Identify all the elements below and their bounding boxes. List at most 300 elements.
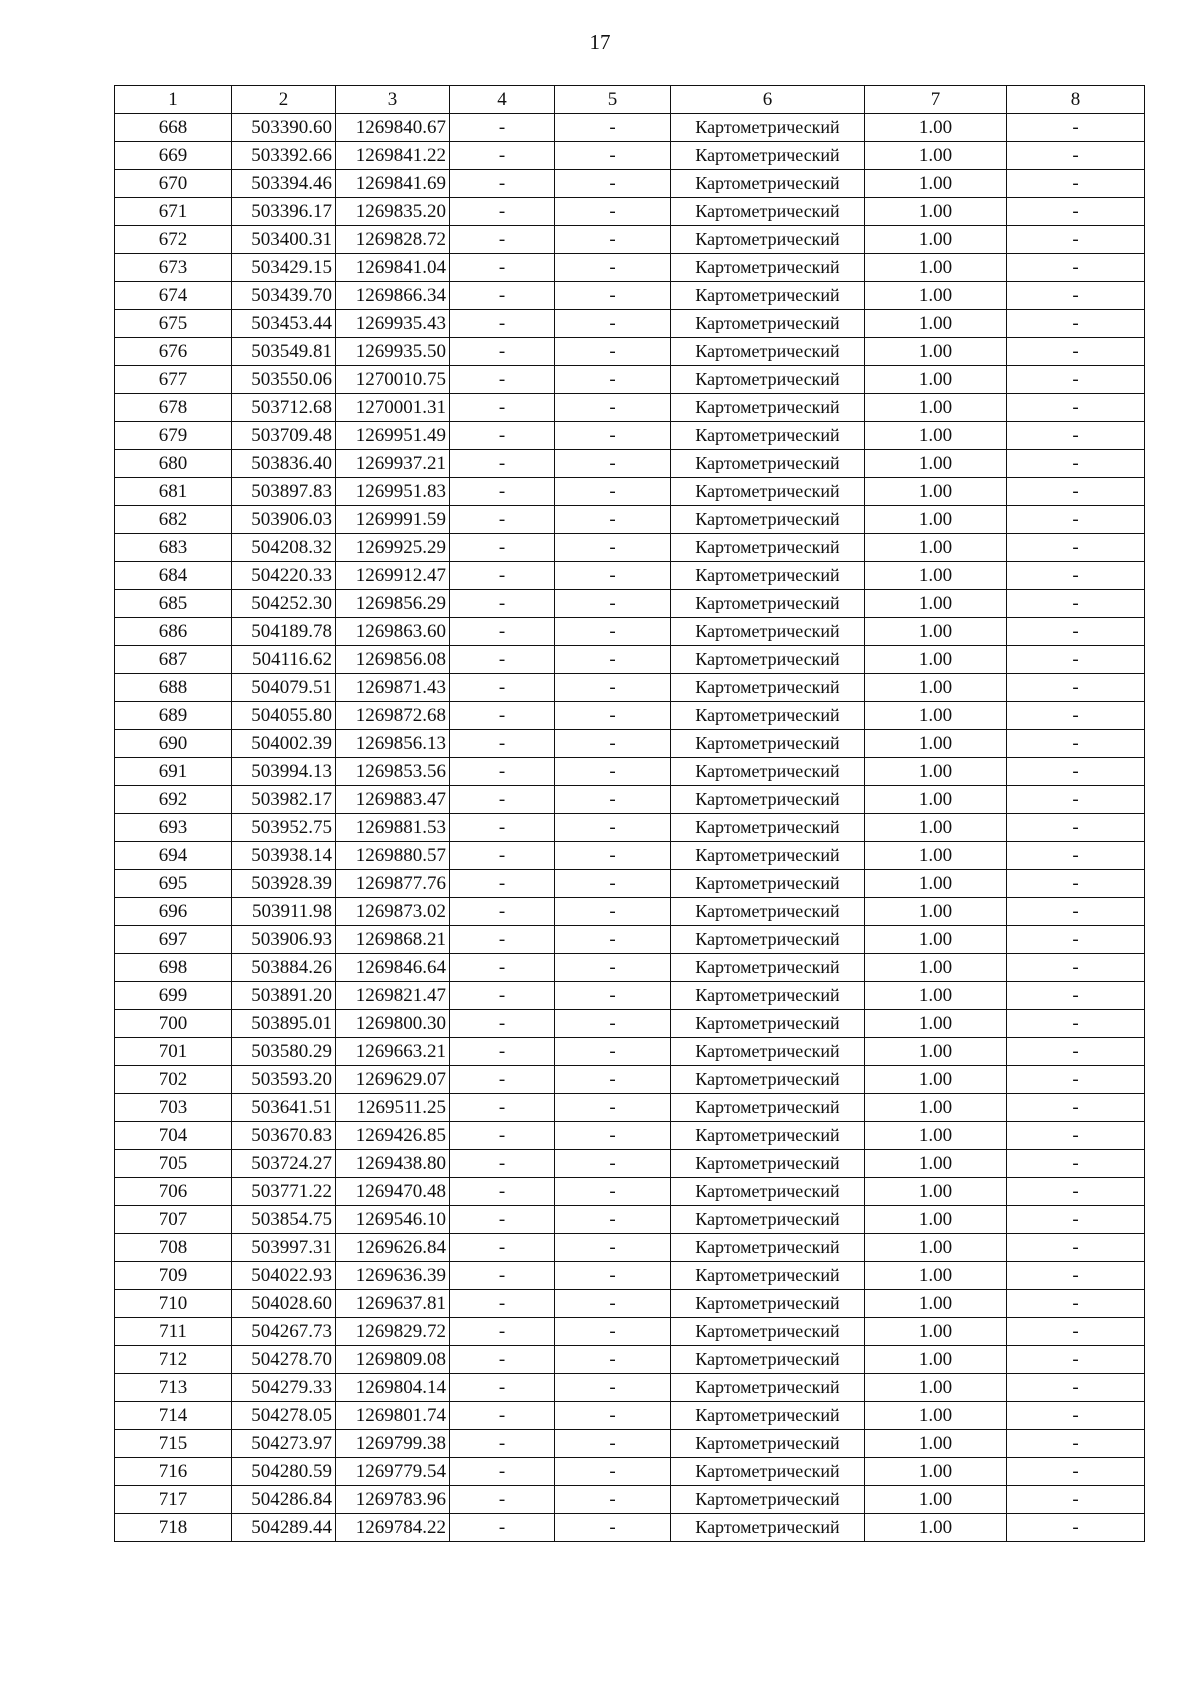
column-4-cell: - (450, 646, 555, 674)
accuracy-cell: 1.00 (865, 954, 1007, 982)
column-5-cell: - (555, 114, 671, 142)
table-header-row (115, 86, 1145, 114)
method-cell: Картометрический (671, 422, 865, 450)
method-cell: Картометрический (671, 1150, 865, 1178)
point-number-cell: 718 (115, 1514, 232, 1542)
point-number-cell: 693 (115, 814, 232, 842)
column-header: 2 (232, 86, 336, 114)
column-4-cell: - (450, 1430, 555, 1458)
accuracy-cell: 1.00 (865, 1122, 1007, 1150)
column-5-cell: - (555, 366, 671, 394)
column-8-cell: - (1007, 114, 1145, 142)
y-coordinate-cell: 1269470.48 (336, 1178, 450, 1206)
point-number-cell: 708 (115, 1234, 232, 1262)
column-8-cell: - (1007, 506, 1145, 534)
method-cell: Картометрический (671, 1234, 865, 1262)
accuracy-cell: 1.00 (865, 758, 1007, 786)
accuracy-cell: 1.00 (865, 1430, 1007, 1458)
point-number-cell: 675 (115, 310, 232, 338)
method-cell: Картометрический (671, 338, 865, 366)
column-4-cell: - (450, 534, 555, 562)
accuracy-cell: 1.00 (865, 1206, 1007, 1234)
y-coordinate-cell: 1269935.43 (336, 310, 450, 338)
y-coordinate-cell: 1269841.69 (336, 170, 450, 198)
table-row (115, 1402, 1145, 1430)
method-cell: Картометрический (671, 1122, 865, 1150)
column-8-cell: - (1007, 870, 1145, 898)
method-cell: Картометрический (671, 506, 865, 534)
accuracy-cell: 1.00 (865, 618, 1007, 646)
column-4-cell: - (450, 114, 555, 142)
coordinates-table (114, 85, 1145, 1542)
column-5-cell: - (555, 226, 671, 254)
column-8-cell: - (1007, 1374, 1145, 1402)
column-4-cell: - (450, 422, 555, 450)
accuracy-cell: 1.00 (865, 1290, 1007, 1318)
x-coordinate-cell: 503439.70 (232, 282, 336, 310)
table-body (115, 114, 1145, 1542)
table-row (115, 310, 1145, 338)
accuracy-cell: 1.00 (865, 1262, 1007, 1290)
point-number-cell: 690 (115, 730, 232, 758)
accuracy-cell: 1.00 (865, 254, 1007, 282)
x-coordinate-cell: 504116.62 (232, 646, 336, 674)
point-number-cell: 711 (115, 1318, 232, 1346)
column-8-cell: - (1007, 1094, 1145, 1122)
column-header: 5 (555, 86, 671, 114)
method-cell: Картометрический (671, 814, 865, 842)
point-number-cell: 695 (115, 870, 232, 898)
point-number-cell: 704 (115, 1122, 232, 1150)
column-8-cell: - (1007, 1178, 1145, 1206)
column-4-cell: - (450, 1150, 555, 1178)
accuracy-cell: 1.00 (865, 366, 1007, 394)
column-8-cell: - (1007, 170, 1145, 198)
column-8-cell: - (1007, 450, 1145, 478)
point-number-cell: 709 (115, 1262, 232, 1290)
column-4-cell: - (450, 226, 555, 254)
x-coordinate-cell: 503641.51 (232, 1094, 336, 1122)
accuracy-cell: 1.00 (865, 282, 1007, 310)
column-5-cell: - (555, 1290, 671, 1318)
column-8-cell: - (1007, 926, 1145, 954)
x-coordinate-cell: 503897.83 (232, 478, 336, 506)
column-4-cell: - (450, 282, 555, 310)
column-4-cell: - (450, 310, 555, 338)
accuracy-cell: 1.00 (865, 394, 1007, 422)
accuracy-cell: 1.00 (865, 646, 1007, 674)
x-coordinate-cell: 503392.66 (232, 142, 336, 170)
column-4-cell: - (450, 730, 555, 758)
column-5-cell: - (555, 730, 671, 758)
point-number-cell: 702 (115, 1066, 232, 1094)
table-row (115, 1234, 1145, 1262)
column-8-cell: - (1007, 618, 1145, 646)
column-5-cell: - (555, 422, 671, 450)
method-cell: Картометрический (671, 982, 865, 1010)
table-row (115, 702, 1145, 730)
table-row (115, 1318, 1145, 1346)
x-coordinate-cell: 503453.44 (232, 310, 336, 338)
point-number-cell: 712 (115, 1346, 232, 1374)
accuracy-cell: 1.00 (865, 450, 1007, 478)
y-coordinate-cell: 1269846.64 (336, 954, 450, 982)
column-8-cell: - (1007, 1234, 1145, 1262)
y-coordinate-cell: 1269629.07 (336, 1066, 450, 1094)
column-5-cell: - (555, 814, 671, 842)
column-8-cell: - (1007, 1066, 1145, 1094)
column-8-cell: - (1007, 310, 1145, 338)
x-coordinate-cell: 503884.26 (232, 954, 336, 982)
method-cell: Картометрический (671, 450, 865, 478)
table-row (115, 1486, 1145, 1514)
column-4-cell: - (450, 366, 555, 394)
column-5-cell: - (555, 590, 671, 618)
table-row (115, 1178, 1145, 1206)
table-row (115, 870, 1145, 898)
y-coordinate-cell: 1269883.47 (336, 786, 450, 814)
x-coordinate-cell: 503394.46 (232, 170, 336, 198)
x-coordinate-cell: 504079.51 (232, 674, 336, 702)
accuracy-cell: 1.00 (865, 1010, 1007, 1038)
column-8-cell: - (1007, 674, 1145, 702)
column-8-cell: - (1007, 142, 1145, 170)
column-5-cell: - (555, 1038, 671, 1066)
column-8-cell: - (1007, 590, 1145, 618)
x-coordinate-cell: 503895.01 (232, 1010, 336, 1038)
x-coordinate-cell: 503938.14 (232, 842, 336, 870)
column-5-cell: - (555, 758, 671, 786)
point-number-cell: 696 (115, 898, 232, 926)
point-number-cell: 707 (115, 1206, 232, 1234)
accuracy-cell: 1.00 (865, 1374, 1007, 1402)
y-coordinate-cell: 1269835.20 (336, 198, 450, 226)
column-5-cell: - (555, 254, 671, 282)
y-coordinate-cell: 1269426.85 (336, 1122, 450, 1150)
point-number-cell: 680 (115, 450, 232, 478)
x-coordinate-cell: 503580.29 (232, 1038, 336, 1066)
y-coordinate-cell: 1269784.22 (336, 1514, 450, 1542)
accuracy-cell: 1.00 (865, 674, 1007, 702)
column-8-cell: - (1007, 1122, 1145, 1150)
column-4-cell: - (450, 562, 555, 590)
method-cell: Картометрический (671, 590, 865, 618)
column-4-cell: - (450, 1262, 555, 1290)
accuracy-cell: 1.00 (865, 1178, 1007, 1206)
column-4-cell: - (450, 954, 555, 982)
column-5-cell: - (555, 282, 671, 310)
table-row (115, 226, 1145, 254)
table-row (115, 1206, 1145, 1234)
table-row (115, 562, 1145, 590)
column-5-cell: - (555, 534, 671, 562)
column-8-cell: - (1007, 758, 1145, 786)
column-5-cell: - (555, 1430, 671, 1458)
method-cell: Картометрический (671, 898, 865, 926)
table-row (115, 926, 1145, 954)
column-5-cell: - (555, 1150, 671, 1178)
method-cell: Картометрический (671, 674, 865, 702)
accuracy-cell: 1.00 (865, 1458, 1007, 1486)
y-coordinate-cell: 1269856.08 (336, 646, 450, 674)
column-header: 3 (336, 86, 450, 114)
y-coordinate-cell: 1270010.75 (336, 366, 450, 394)
column-8-cell: - (1007, 842, 1145, 870)
x-coordinate-cell: 504022.93 (232, 1262, 336, 1290)
method-cell: Картометрический (671, 282, 865, 310)
x-coordinate-cell: 504189.78 (232, 618, 336, 646)
column-5-cell: - (555, 674, 671, 702)
table-row (115, 1514, 1145, 1542)
table-row (115, 394, 1145, 422)
column-5-cell: - (555, 1318, 671, 1346)
point-number-cell: 669 (115, 142, 232, 170)
method-cell: Картометрический (671, 366, 865, 394)
column-8-cell: - (1007, 562, 1145, 590)
x-coordinate-cell: 503709.48 (232, 422, 336, 450)
column-5-cell: - (555, 1206, 671, 1234)
accuracy-cell: 1.00 (865, 338, 1007, 366)
y-coordinate-cell: 1269935.50 (336, 338, 450, 366)
table-row (115, 1066, 1145, 1094)
method-cell: Картометрический (671, 226, 865, 254)
column-header: 7 (865, 86, 1007, 114)
column-8-cell: - (1007, 702, 1145, 730)
column-4-cell: - (450, 1290, 555, 1318)
accuracy-cell: 1.00 (865, 898, 1007, 926)
method-cell: Картометрический (671, 926, 865, 954)
column-4-cell: - (450, 1122, 555, 1150)
y-coordinate-cell: 1269881.53 (336, 814, 450, 842)
y-coordinate-cell: 1269828.72 (336, 226, 450, 254)
column-5-cell: - (555, 1122, 671, 1150)
column-4-cell: - (450, 1402, 555, 1430)
point-number-cell: 677 (115, 366, 232, 394)
table-row (115, 198, 1145, 226)
y-coordinate-cell: 1269546.10 (336, 1206, 450, 1234)
column-5-cell: - (555, 1066, 671, 1094)
table-row (115, 534, 1145, 562)
accuracy-cell: 1.00 (865, 114, 1007, 142)
x-coordinate-cell: 503982.17 (232, 786, 336, 814)
table-row (115, 1150, 1145, 1178)
point-number-cell: 672 (115, 226, 232, 254)
point-number-cell: 700 (115, 1010, 232, 1038)
method-cell: Картометрический (671, 1458, 865, 1486)
point-number-cell: 694 (115, 842, 232, 870)
x-coordinate-cell: 504267.73 (232, 1318, 336, 1346)
y-coordinate-cell: 1269637.81 (336, 1290, 450, 1318)
table-row (115, 254, 1145, 282)
column-5-cell: - (555, 1402, 671, 1430)
table-row (115, 1346, 1145, 1374)
accuracy-cell: 1.00 (865, 1150, 1007, 1178)
point-number-cell: 692 (115, 786, 232, 814)
accuracy-cell: 1.00 (865, 814, 1007, 842)
accuracy-cell: 1.00 (865, 310, 1007, 338)
column-5-cell: - (555, 478, 671, 506)
column-5-cell: - (555, 1458, 671, 1486)
column-5-cell: - (555, 926, 671, 954)
method-cell: Картометрический (671, 1262, 865, 1290)
table-row (115, 618, 1145, 646)
accuracy-cell: 1.00 (865, 982, 1007, 1010)
point-number-cell: 674 (115, 282, 232, 310)
x-coordinate-cell: 503549.81 (232, 338, 336, 366)
method-cell: Картометрический (671, 954, 865, 982)
column-header: 8 (1007, 86, 1145, 114)
table-row (115, 758, 1145, 786)
method-cell: Картометрический (671, 1206, 865, 1234)
column-8-cell: - (1007, 1150, 1145, 1178)
point-number-cell: 713 (115, 1374, 232, 1402)
column-5-cell: - (555, 1486, 671, 1514)
column-4-cell: - (450, 170, 555, 198)
column-8-cell: - (1007, 282, 1145, 310)
table-row (115, 1094, 1145, 1122)
accuracy-cell: 1.00 (865, 1094, 1007, 1122)
column-8-cell: - (1007, 982, 1145, 1010)
y-coordinate-cell: 1269866.34 (336, 282, 450, 310)
x-coordinate-cell: 503928.39 (232, 870, 336, 898)
x-coordinate-cell: 504002.39 (232, 730, 336, 758)
x-coordinate-cell: 504055.80 (232, 702, 336, 730)
accuracy-cell: 1.00 (865, 198, 1007, 226)
y-coordinate-cell: 1269841.22 (336, 142, 450, 170)
column-8-cell: - (1007, 1318, 1145, 1346)
point-number-cell: 681 (115, 478, 232, 506)
column-8-cell: - (1007, 366, 1145, 394)
column-8-cell: - (1007, 786, 1145, 814)
page-number: 17 (589, 30, 611, 54)
column-8-cell: - (1007, 1010, 1145, 1038)
table-row (115, 114, 1145, 142)
x-coordinate-cell: 503906.93 (232, 926, 336, 954)
method-cell: Картометрический (671, 114, 865, 142)
column-4-cell: - (450, 142, 555, 170)
y-coordinate-cell: 1269829.72 (336, 1318, 450, 1346)
table-row (115, 142, 1145, 170)
x-coordinate-cell: 503396.17 (232, 198, 336, 226)
x-coordinate-cell: 504220.33 (232, 562, 336, 590)
column-4-cell: - (450, 394, 555, 422)
y-coordinate-cell: 1269511.25 (336, 1094, 450, 1122)
accuracy-cell: 1.00 (865, 1038, 1007, 1066)
column-4-cell: - (450, 870, 555, 898)
x-coordinate-cell: 503390.60 (232, 114, 336, 142)
x-coordinate-cell: 503836.40 (232, 450, 336, 478)
column-4-cell: - (450, 338, 555, 366)
column-header: 1 (115, 86, 232, 114)
y-coordinate-cell: 1269872.68 (336, 702, 450, 730)
method-cell: Картометрический (671, 1374, 865, 1402)
accuracy-cell: 1.00 (865, 870, 1007, 898)
y-coordinate-cell: 1269821.47 (336, 982, 450, 1010)
table-row (115, 1010, 1145, 1038)
x-coordinate-cell: 503906.03 (232, 506, 336, 534)
table-row (115, 1374, 1145, 1402)
column-4-cell: - (450, 926, 555, 954)
table-row (115, 814, 1145, 842)
point-number-cell: 687 (115, 646, 232, 674)
x-coordinate-cell: 504273.97 (232, 1430, 336, 1458)
column-5-cell: - (555, 646, 671, 674)
table-row (115, 1430, 1145, 1458)
column-5-cell: - (555, 142, 671, 170)
table-row (115, 1038, 1145, 1066)
column-5-cell: - (555, 1010, 671, 1038)
x-coordinate-cell: 504028.60 (232, 1290, 336, 1318)
column-8-cell: - (1007, 1430, 1145, 1458)
point-number-cell: 716 (115, 1458, 232, 1486)
y-coordinate-cell: 1269873.02 (336, 898, 450, 926)
x-coordinate-cell: 503712.68 (232, 394, 336, 422)
point-number-cell: 673 (115, 254, 232, 282)
accuracy-cell: 1.00 (865, 1318, 1007, 1346)
point-number-cell: 715 (115, 1430, 232, 1458)
method-cell: Картометрический (671, 1402, 865, 1430)
y-coordinate-cell: 1269809.08 (336, 1346, 450, 1374)
x-coordinate-cell: 503771.22 (232, 1178, 336, 1206)
table-row (115, 954, 1145, 982)
x-coordinate-cell: 503670.83 (232, 1122, 336, 1150)
table-row (115, 338, 1145, 366)
point-number-cell: 679 (115, 422, 232, 450)
column-4-cell: - (450, 1178, 555, 1206)
y-coordinate-cell: 1269779.54 (336, 1458, 450, 1486)
column-5-cell: - (555, 1262, 671, 1290)
column-5-cell: - (555, 1234, 671, 1262)
table-row (115, 646, 1145, 674)
column-5-cell: - (555, 898, 671, 926)
method-cell: Картометрический (671, 730, 865, 758)
column-4-cell: - (450, 814, 555, 842)
column-4-cell: - (450, 450, 555, 478)
column-8-cell: - (1007, 1290, 1145, 1318)
column-8-cell: - (1007, 534, 1145, 562)
x-coordinate-cell: 504278.05 (232, 1402, 336, 1430)
y-coordinate-cell: 1269863.60 (336, 618, 450, 646)
column-4-cell: - (450, 1318, 555, 1346)
column-4-cell: - (450, 674, 555, 702)
column-header: 4 (450, 86, 555, 114)
column-8-cell: - (1007, 226, 1145, 254)
accuracy-cell: 1.00 (865, 226, 1007, 254)
column-5-cell: - (555, 338, 671, 366)
method-cell: Картометрический (671, 842, 865, 870)
point-number-cell: 701 (115, 1038, 232, 1066)
accuracy-cell: 1.00 (865, 1486, 1007, 1514)
column-8-cell: - (1007, 1038, 1145, 1066)
column-4-cell: - (450, 1486, 555, 1514)
y-coordinate-cell: 1269912.47 (336, 562, 450, 590)
method-cell: Картометрический (671, 1346, 865, 1374)
column-4-cell: - (450, 1458, 555, 1486)
method-cell: Картометрический (671, 1066, 865, 1094)
column-5-cell: - (555, 506, 671, 534)
y-coordinate-cell: 1269804.14 (336, 1374, 450, 1402)
point-number-cell: 684 (115, 562, 232, 590)
point-number-cell: 670 (115, 170, 232, 198)
y-coordinate-cell: 1269663.21 (336, 1038, 450, 1066)
point-number-cell: 689 (115, 702, 232, 730)
column-4-cell: - (450, 1038, 555, 1066)
table-row (115, 1290, 1145, 1318)
x-coordinate-cell: 504208.32 (232, 534, 336, 562)
column-8-cell: - (1007, 338, 1145, 366)
method-cell: Картометрический (671, 1318, 865, 1346)
x-coordinate-cell: 503952.75 (232, 814, 336, 842)
